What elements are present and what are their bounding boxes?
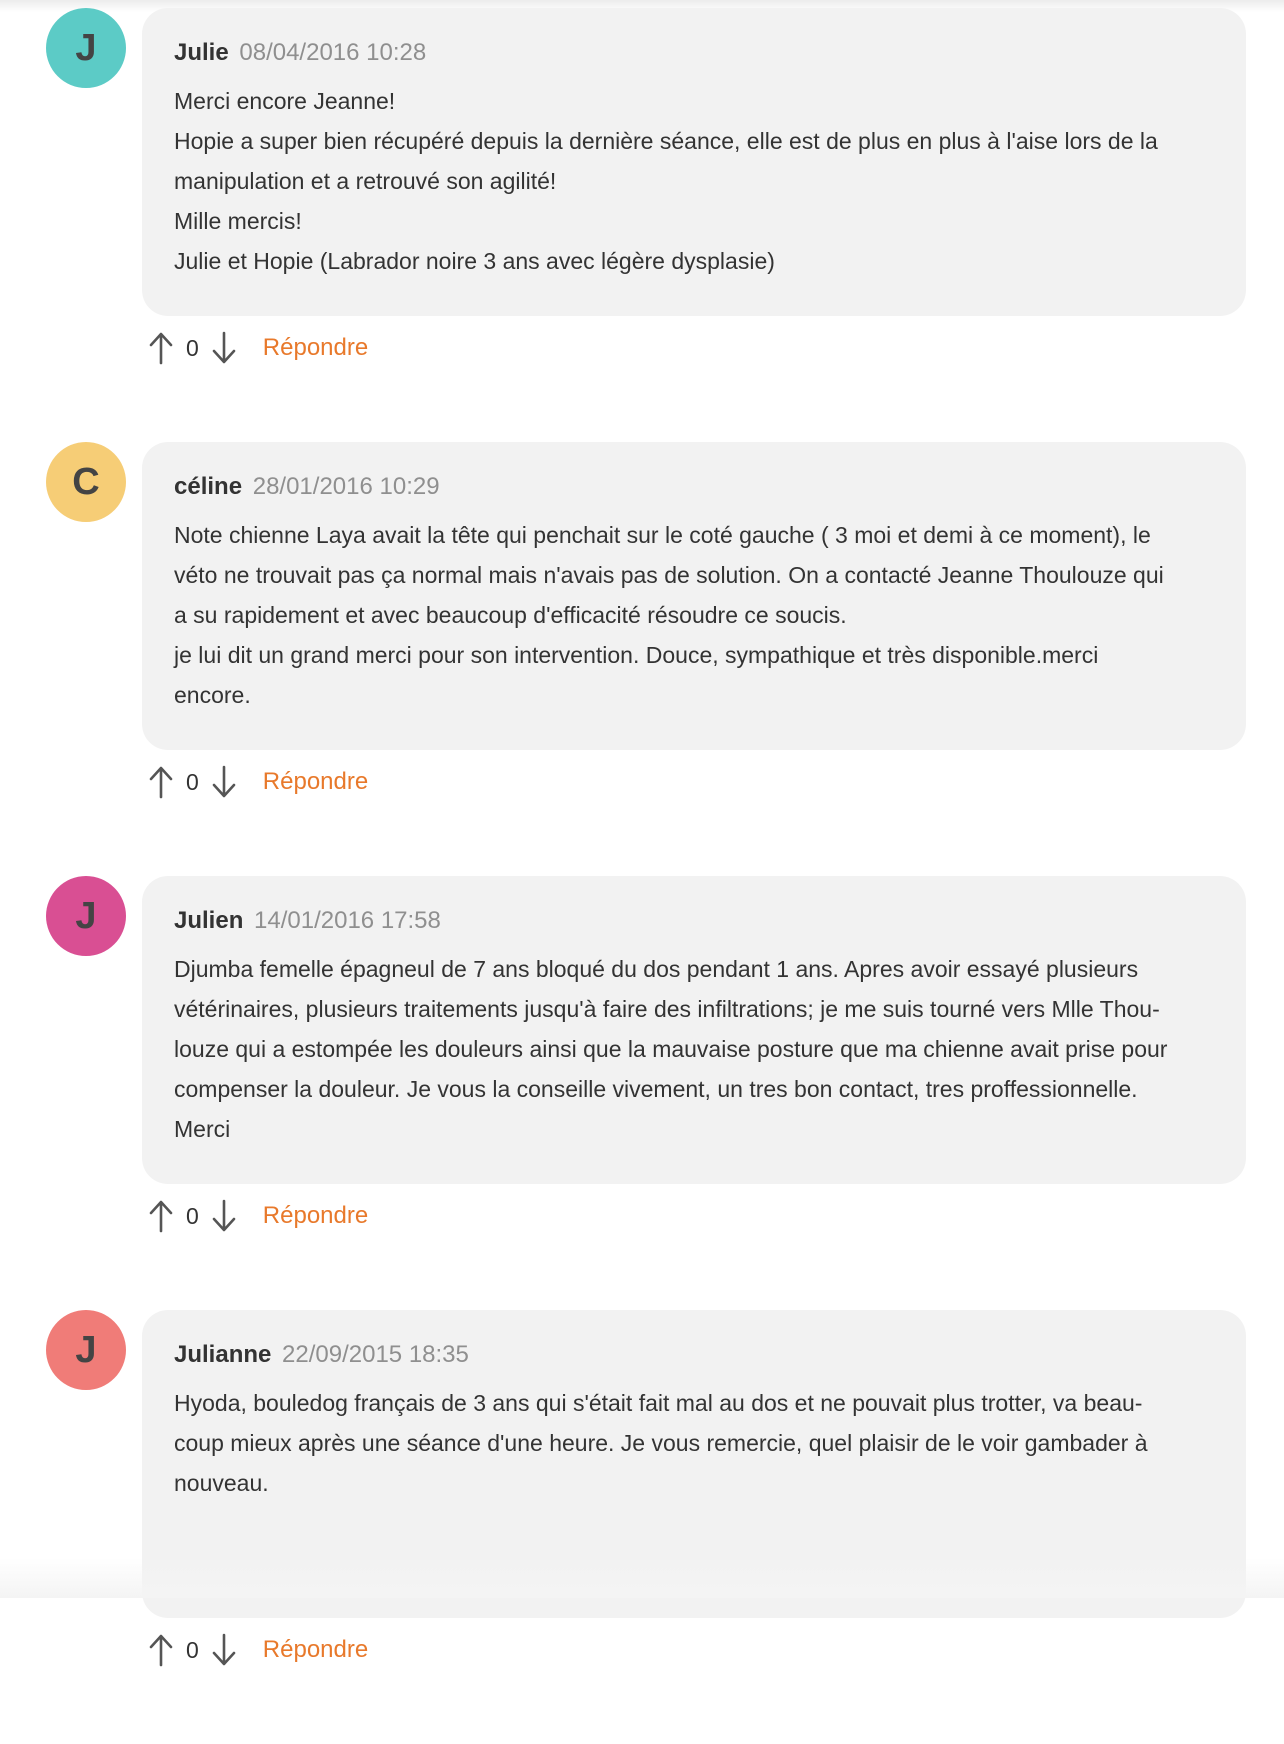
comment-line: compenser la douleur. Je vous la conseille vivement, un tres bon contact, tres proffessionnelle. <box>174 1076 1138 1102</box>
vote-count: 0 <box>186 1636 199 1663</box>
reply-link[interactable]: Répondre <box>262 768 369 795</box>
comment-bubble <box>142 442 1246 750</box>
comment-line: Merci encore Jeanne! <box>174 88 396 114</box>
comment-date: 14/01/2016 17:58 <box>254 907 441 934</box>
comment-body <box>174 949 1214 1149</box>
avatar: J <box>46 8 126 88</box>
comment-line: je lui dit un grand merci pour son intervention. Douce, sympathique et très disponible.merci <box>174 642 1099 668</box>
comment-line: encore. <box>174 682 251 708</box>
comment-author: Julianne <box>174 1341 272 1368</box>
comment-date: 22/09/2015 18:35 <box>282 1341 469 1368</box>
upvote-arrow-icon[interactable] <box>146 1199 176 1233</box>
comment-line: Note chienne Laya avait la tête qui penchait sur le coté gauche ( 3 moi et demi à ce moment), le <box>174 522 1151 548</box>
comment-actions <box>146 1198 368 1234</box>
avatar: C <box>46 442 126 522</box>
comment-meta <box>174 472 1214 502</box>
vote-count: 0 <box>186 1202 199 1229</box>
comment-line: nouveau. <box>174 1470 269 1496</box>
comment <box>0 442 1284 876</box>
comment-author: Julie <box>174 39 229 66</box>
comment-line: Merci <box>174 1116 231 1142</box>
comment-line: Hyoda, bouledog français de 3 ans qui s'était fait mal au dos et ne pouvait plus trotter, va beau- <box>174 1390 1143 1416</box>
downvote-arrow-icon[interactable] <box>209 331 239 365</box>
comment <box>0 876 1284 1310</box>
avatar: J <box>46 876 126 956</box>
reply-link[interactable]: Répondre <box>262 1202 369 1229</box>
comment-body <box>174 1383 1214 1503</box>
comment-meta <box>174 38 1214 68</box>
comment-author: Julien <box>174 907 244 934</box>
comment-line: véto ne trouvait pas ça normal mais n'avais pas de solution. On a contacté Jeanne Thoulouze qui <box>174 562 1164 588</box>
comment-actions <box>146 330 368 366</box>
comment-list <box>0 8 1284 1744</box>
comment-actions <box>146 764 368 800</box>
comment-line: coup mieux après une séance d'une heure. Je vous remercie, quel plaisir de le voir gambader à <box>174 1430 1148 1456</box>
comment-body <box>174 81 1214 281</box>
comment-line: Julie et Hopie (Labrador noire 3 ans avec légère dysplasie) <box>174 248 775 274</box>
comment-bubble <box>142 8 1246 316</box>
comment-line: vétérinaires, plusieurs traitements jusqu'à faire des infiltrations; je me suis tourné vers Mlle Thou- <box>174 996 1160 1022</box>
vote-count: 0 <box>186 334 199 361</box>
comment-date: 08/04/2016 10:28 <box>239 39 427 66</box>
reply-link[interactable]: Répondre <box>262 334 369 361</box>
comment-line: Mille mercis! <box>174 208 302 234</box>
bottom-fade <box>0 1558 1284 1598</box>
comment-line: manipulation et a retrouvé son agilité! <box>174 168 557 194</box>
comment-line: louze qui a estompée les douleurs ainsi que la mauvaise posture que ma chienne avait prise pour <box>174 1036 1168 1062</box>
avatar: J <box>46 1310 126 1390</box>
comment-actions <box>146 1632 368 1668</box>
reply-link[interactable]: Répondre <box>262 1636 369 1663</box>
comment <box>0 8 1284 442</box>
comment-date: 28/01/2016 10:29 <box>252 473 440 500</box>
vote-count: 0 <box>186 768 199 795</box>
comment-line: Djumba femelle épagneul de 7 ans bloqué du dos pendant 1 ans. Apres avoir essayé plusieurs <box>174 956 1139 982</box>
downvote-arrow-icon[interactable] <box>209 1633 239 1667</box>
upvote-arrow-icon[interactable] <box>146 765 176 799</box>
comment <box>0 1310 1284 1744</box>
upvote-arrow-icon[interactable] <box>146 331 176 365</box>
comment-author: céline <box>174 473 243 500</box>
comment-meta <box>174 906 1214 936</box>
downvote-arrow-icon[interactable] <box>209 1199 239 1233</box>
comment-bubble <box>142 876 1246 1184</box>
upvote-arrow-icon[interactable] <box>146 1633 176 1667</box>
comment-body <box>174 515 1214 715</box>
comment-meta <box>174 1340 1214 1370</box>
downvote-arrow-icon[interactable] <box>209 765 239 799</box>
comment-line: a su rapidement et avec beaucoup d'efficacité résoudre ce soucis. <box>174 602 847 628</box>
comment-line: Hopie a super bien récupéré depuis la dernière séance, elle est de plus en plus à l'aise lors de la <box>174 128 1158 154</box>
